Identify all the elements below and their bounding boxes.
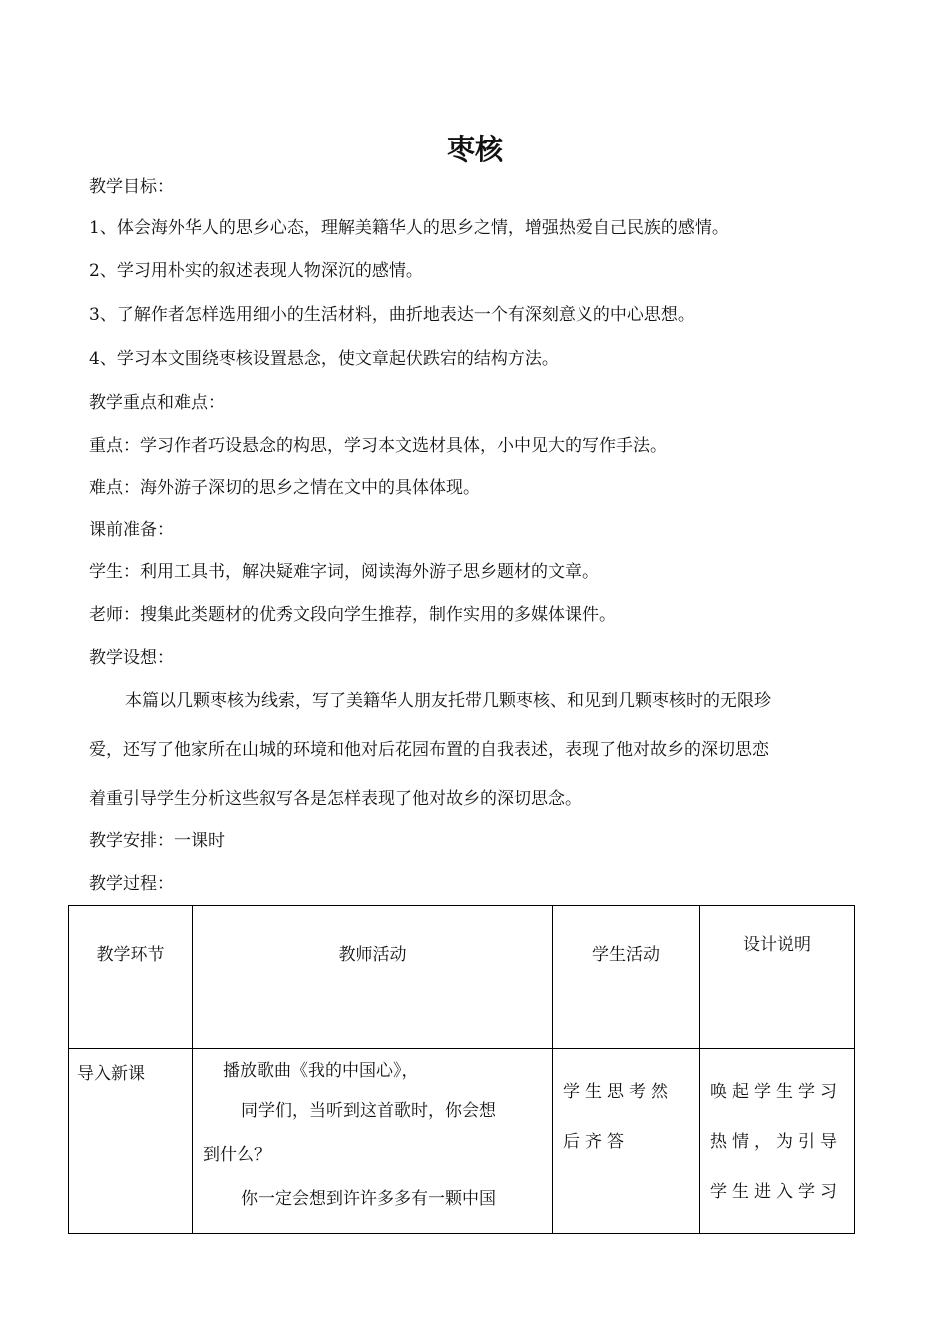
prep-teacher: 老师：搜集此类题材的优秀文段向学生推荐，制作实用的多媒体课件。 bbox=[89, 605, 616, 625]
goal-2: 2、学习用朴实的叙述表现人物深沉的感情。 bbox=[89, 261, 423, 281]
keypoints-heading: 教学重点和难点： bbox=[89, 393, 225, 413]
prep-student: 学生：利用工具书，解决疑难字词，阅读海外游子思乡题材的文章。 bbox=[89, 562, 599, 582]
goals-heading: 教学目标： bbox=[89, 177, 174, 197]
teacher-paragraph-1: 播放歌曲《我的中国心》， bbox=[223, 1061, 419, 1081]
key-point: 重点：学习作者巧设悬念的构思，学习本文选材具体，小中见大的写作手法。 bbox=[89, 436, 667, 456]
teacher-activity-cell bbox=[193, 1049, 553, 1234]
teacher-paragraph-2a: 同学们，当听到这首歌时，你会想 bbox=[241, 1101, 496, 1121]
student-activity-cell bbox=[553, 1049, 700, 1234]
design-notes-cell bbox=[700, 1049, 855, 1234]
schedule: 教学安排：一课时 bbox=[89, 831, 225, 851]
header-stage: 教学环节 bbox=[69, 906, 193, 1049]
goal-3: 3、了解作者怎样选用细小的生活材料，曲折地表达一个有深刻意义的中心思想。 bbox=[89, 305, 695, 325]
design-line-1: 本篇以几颗枣核为线索，写了美籍华人朋友托带几颗枣核、和见到几颗枣核时的无限珍 bbox=[125, 691, 771, 711]
table-row bbox=[69, 1049, 855, 1234]
goal-4: 4、学习本文围绕枣核设置悬念，使文章起伏跌宕的结构方法。 bbox=[89, 349, 559, 369]
teacher-paragraph-2b: 到什么？ bbox=[203, 1145, 271, 1165]
prep-heading: 课前准备： bbox=[89, 520, 174, 540]
table-header-row bbox=[69, 906, 855, 1049]
header-design-notes: 设计说明 bbox=[700, 906, 855, 1049]
document-title: 枣核 bbox=[446, 133, 503, 166]
design-heading: 教学设想： bbox=[89, 648, 174, 668]
header-teacher-activity: 教师活动 bbox=[193, 906, 553, 1049]
design-line-3: 着重引导学生分析这些叙写各是怎样表现了他对故乡的深切思念。 bbox=[89, 789, 582, 809]
goal-1: 1、体会海外华人的思乡心态，理解美籍华人的思乡之情，增强热爱自己民族的感情。 bbox=[89, 218, 729, 238]
design-notes-text: 唤起学生学习热情，为引导学生进入学习 bbox=[710, 1082, 842, 1202]
process-table bbox=[68, 905, 855, 1234]
process-heading: 教学过程： bbox=[89, 874, 174, 894]
design-line-2: 爱，还写了他家所在山城的环境和他对后花园布置的自我表述，表现了他对故乡的深切思恋 bbox=[89, 740, 769, 760]
teacher-paragraph-3: 你一定会想到许许多多有一颗中国 bbox=[241, 1189, 496, 1209]
student-activity-text: 学生思考然后齐答 bbox=[563, 1082, 673, 1152]
difficult-point: 难点：海外游子深切的思乡之情在文中的具体体现。 bbox=[89, 478, 480, 498]
stage-cell: 导入新课 bbox=[69, 1049, 193, 1234]
header-student-activity: 学生活动 bbox=[553, 906, 700, 1049]
